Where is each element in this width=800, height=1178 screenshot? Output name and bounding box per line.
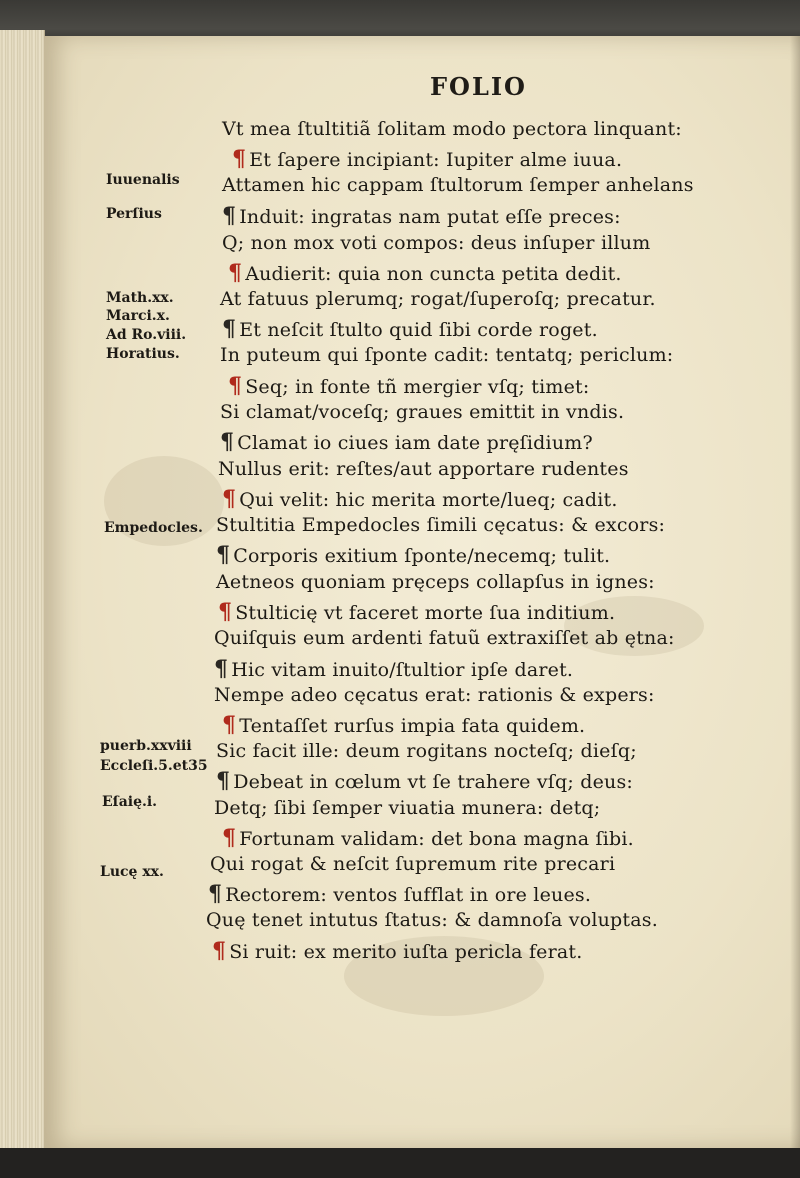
verse-line [214,627,675,649]
pilcrow-icon: ¶ [212,938,227,964]
verse-line-text: Tentaſſet rurſus impia fata quidem. [239,715,586,737]
verse-line [214,656,573,682]
verse-line-text: Attamen hic cappam ſtultorum ſemper anhelans [222,174,694,196]
verse-line [222,118,682,140]
pilcrow-icon: ¶ [228,260,243,286]
verse-line-text: Q; non mox voti compos: deus inſuper illum [222,232,651,254]
verse-line-text: Qui velit: hic merita morte/lueq; cadit. [239,489,618,511]
margin-reference: Math.xx. [106,290,174,306]
verse-line [228,260,622,286]
pilcrow-icon: ¶ [222,203,237,229]
verse-line-text: Si ruit: ex merito iuſta pericla ferat. [229,941,583,963]
verse-line [222,712,585,738]
verse-line-text: Debeat in cœlum vt ſe trahere vſq; deus: [233,771,634,793]
book-cover-bottom [0,1148,800,1178]
verse-line-text: Et ſapere incipiant: Iupiter alme iuua. [249,149,623,171]
verse-line-text: Quiſquis eum ardenti fatuũ extraxiſſet ab ętna: [214,627,675,649]
margin-reference: Lucę xx. [100,864,164,880]
verse-line-text: Sic facit ille: deum rogitans nocteſq; dieſq; [216,740,637,762]
pilcrow-icon: ¶ [218,599,233,625]
verse-line-text: Audierit: quia non cuncta petita dedit. [245,263,622,285]
verse-line [208,881,591,907]
verse-line [210,853,615,875]
pilcrow-icon: ¶ [222,712,237,738]
verse-line [216,571,655,593]
verse-line [222,486,618,512]
verse-line-text: Stultitia Empedocles ſimili cęcatus: & excors: [216,514,666,536]
verse-line-text: Vt mea ſtultitiã ſolitam modo pectora linquant: [222,118,682,140]
verse-line-text: Stulticię vt faceret morte ſua inditium. [235,602,616,624]
verse-line-text: Si clamat/voceſq; graues emittit in vndis. [220,401,625,423]
verse-line [220,429,593,455]
verse-line-text: At fatuus plerumq; rogat/ſuperoſq; precatur. [220,288,656,310]
pilcrow-icon: ¶ [228,373,243,399]
verse-line-text: Quę tenet intutus ſtatus: & damnoſa voluptas. [206,909,658,931]
page-edges-left [0,30,45,1150]
verse-line-text: Detq; ſibi ſemper viuatia munera: detq; [214,797,601,819]
verse-line-text: Induit: ingratas nam putat eſſe preces: [239,206,621,228]
verse-line [216,740,637,762]
verse-line-text: Hic vitam inuito/ſtultior ipſe daret. [231,659,574,681]
verse-line [220,344,673,366]
margin-reference: Horatius. [106,346,180,362]
margin-reference: Eſaię.i. [102,794,158,810]
verse-line [222,232,650,254]
verse-line-text: Rectorem: ventos ſufflat in ore leues. [225,884,592,906]
verse-line [222,825,634,851]
verse-line [218,599,615,625]
pilcrow-icon: ¶ [222,486,237,512]
verse-line [212,938,583,964]
verse-line [206,909,658,931]
verse-line [220,288,656,310]
pilcrow-icon: ¶ [222,825,237,851]
pilcrow-icon: ¶ [216,768,231,794]
margin-reference: Marci.x. [106,308,170,324]
margin-reference: Empedocles. [104,520,203,536]
verse-line [216,542,610,568]
verse-line-text: Qui rogat & neſcit ſupremum rite precari [210,853,616,875]
verse-line [222,316,598,342]
verse-line [214,684,655,706]
verse-line-text: Et neſcit ſtulto quid ſibi corde roget. [239,319,598,341]
verse-line [228,373,590,399]
margin-reference: Perſius [106,206,162,222]
verse-line [218,458,629,480]
verse-line-text: Nullus erit: reſtes/aut apportare rudentes [218,458,629,480]
pilcrow-icon: ¶ [222,316,237,342]
verse-line [222,174,694,196]
verse-line-text: Fortunam validam: det bona magna ſibi. [239,828,634,850]
margin-reference: Ad Ro.viii. [106,327,187,343]
pilcrow-icon: ¶ [216,542,231,568]
pilcrow-icon: ¶ [232,146,247,172]
verse-line-text: In puteum qui ſponte cadit: tentatq; periclum: [220,344,674,366]
verse-line [216,514,665,536]
verse-line [222,203,621,229]
margin-reference: Eccleſi.5.et35 [100,758,208,774]
verse-line-text: Clamat io ciues iam date pręſidium? [237,432,593,454]
page-shadow-right [790,36,800,1148]
pilcrow-icon: ¶ [208,881,223,907]
verse-line-text: Seq; in fonte tñ mergier vſq; timet: [245,376,590,398]
verse-line [232,146,622,172]
verse-line [220,401,624,423]
margin-reference: Iuuenalis [106,172,180,188]
folio-header: FOLIO [430,72,527,101]
verse-line [216,768,633,794]
verse-line-text: Aetneos quoniam pręceps collapſus in ignes: [216,571,655,593]
verse-line-text: Nempe adeo cęcatus erat: rationis & expers: [214,684,655,706]
pilcrow-icon: ¶ [220,429,235,455]
verse-line [214,797,600,819]
verse-line-text: Corporis exitium ſponte/necemq; tulit. [233,545,611,567]
pilcrow-icon: ¶ [214,656,229,682]
margin-reference: puerb.xxviii [100,738,192,754]
